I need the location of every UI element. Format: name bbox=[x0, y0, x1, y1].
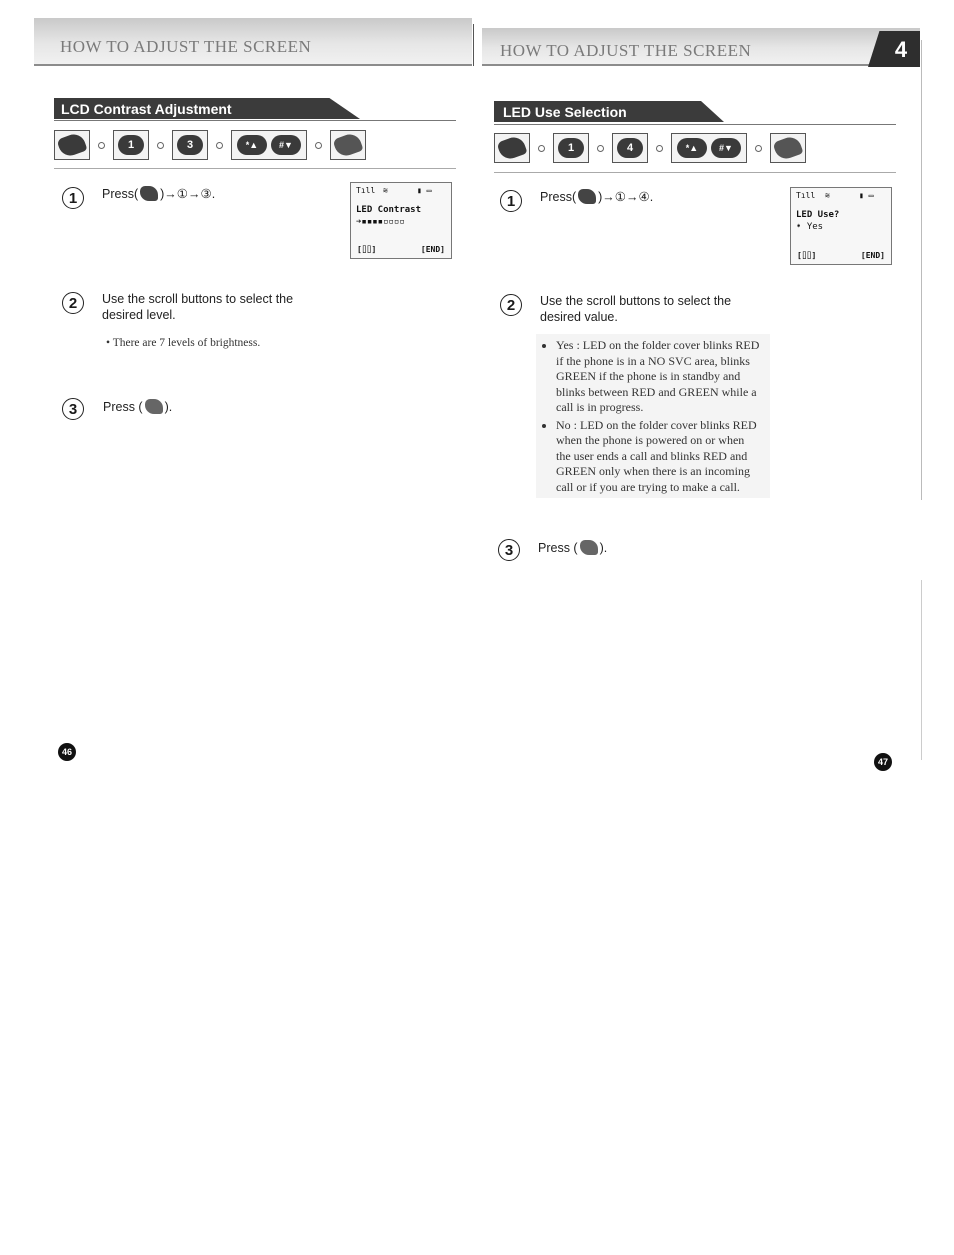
left-step-2-note: • There are 7 levels of brightness. bbox=[106, 337, 261, 349]
led-use-screen bbox=[790, 187, 892, 265]
chapter-number: 4 bbox=[894, 37, 908, 62]
menu-key-icon bbox=[578, 189, 596, 204]
note-yes: • Yes : LED on the folder cover blinks RED if the phone is in a NO SVC area, blinks GREEN if the phone is in standby and blinks between RED and GREEN while a call is in progress. bbox=[556, 338, 760, 416]
scan-edge bbox=[921, 40, 922, 500]
led-use-section-title: LED Use Selection bbox=[503, 104, 627, 120]
sequence-separator bbox=[157, 142, 164, 149]
left-step-3-number: 3 bbox=[62, 398, 84, 420]
scroll-keys bbox=[231, 130, 307, 160]
note-no: • No : LED on the folder cover blinks RED when the phone is powered on or when the user ends a call and blinks RED and GREEN only when there is an incoming call or if you are trying to make a call. bbox=[556, 418, 760, 496]
star-up-key-icon: *▲ bbox=[677, 138, 707, 158]
sequence-separator bbox=[597, 145, 604, 152]
ok-key-icon bbox=[332, 131, 363, 159]
left-step-1-number: 1 bbox=[62, 187, 84, 209]
right-page-number: 47 bbox=[874, 753, 892, 771]
left-step-2-number: 2 bbox=[62, 292, 84, 314]
section-rule bbox=[494, 124, 896, 125]
scroll-keys bbox=[671, 133, 747, 163]
sequence-separator bbox=[538, 145, 545, 152]
signal-icon: Tıll bbox=[796, 191, 816, 200]
menu-key-icon bbox=[56, 131, 87, 159]
right-page-header-title: HOW TO ADJUST THE SCREEN bbox=[500, 41, 752, 60]
three-key bbox=[172, 130, 208, 160]
one-key bbox=[553, 133, 589, 163]
scan-edge bbox=[921, 580, 922, 760]
lcd-line-1: LED Use? bbox=[796, 210, 840, 220]
lcd-soft-right: [END] bbox=[420, 245, 445, 254]
three-key-icon: 3 bbox=[177, 135, 203, 155]
lcd-contrast-section-title: LCD Contrast Adjustment bbox=[61, 101, 232, 117]
sequence-separator bbox=[755, 145, 762, 152]
one-key-icon: 1 bbox=[558, 138, 584, 158]
sequence-separator bbox=[98, 142, 105, 149]
star-up-key-icon: *▲ bbox=[237, 135, 267, 155]
four-key-icon: 4 bbox=[617, 138, 643, 158]
right-step-2-number: 2 bbox=[500, 294, 522, 316]
lcd-line-1: LED Contrast bbox=[356, 205, 422, 215]
right-step-2-notes bbox=[536, 334, 770, 498]
four-key bbox=[612, 133, 648, 163]
lcd-selected-value: ➧ Yes bbox=[796, 222, 824, 232]
menu-key bbox=[494, 133, 530, 163]
page-divider bbox=[473, 24, 474, 66]
battery-icon: ▮ ▭ bbox=[859, 191, 874, 200]
alert-icon: ≋ bbox=[825, 191, 830, 200]
signal-icon: Tıll bbox=[356, 186, 376, 195]
menu-key bbox=[54, 130, 90, 160]
section-rule-bottom bbox=[494, 172, 896, 173]
sequence-separator bbox=[216, 142, 223, 149]
left-page-number: 46 bbox=[58, 743, 76, 761]
hash-down-key-icon: #▼ bbox=[711, 138, 741, 158]
sequence-separator bbox=[315, 142, 322, 149]
left-step-1-text: Press( )→①→③. bbox=[102, 187, 216, 201]
left-step-2-text: Use the scroll buttons to select the desired level. bbox=[102, 292, 294, 322]
right-step-1-text: Press( )→①→④. bbox=[540, 190, 654, 204]
menu-key-icon bbox=[140, 186, 158, 201]
lcd-contrast-key-sequence bbox=[54, 130, 366, 160]
ok-key-icon bbox=[580, 540, 598, 555]
battery-icon: ▮ ▭ bbox=[417, 186, 432, 195]
left-page-header-title: HOW TO ADJUST THE SCREEN bbox=[60, 37, 312, 56]
menu-key-icon bbox=[496, 134, 527, 162]
right-step-2-text: Use the scroll buttons to select the desired value. bbox=[540, 294, 732, 324]
lcd-contrast-level: ➔▪▪▪▪▫▫▫▫ bbox=[356, 217, 405, 227]
one-key-icon: 1 bbox=[118, 135, 144, 155]
section-rule bbox=[54, 120, 456, 121]
hash-down-key-icon: #▼ bbox=[271, 135, 301, 155]
sequence-separator bbox=[656, 145, 663, 152]
lcd-contrast-screen bbox=[350, 182, 452, 259]
ok-key-icon bbox=[145, 399, 163, 414]
right-step-1-number: 1 bbox=[500, 190, 522, 212]
lcd-soft-left: [⌷⌷] bbox=[797, 251, 817, 260]
lcd-soft-left: [⌷⌷] bbox=[357, 245, 377, 254]
right-step-3-number: 3 bbox=[498, 539, 520, 561]
ok-key bbox=[770, 133, 806, 163]
lcd-soft-right: [END] bbox=[860, 251, 885, 260]
alert-icon: ≋ bbox=[383, 186, 388, 195]
right-step-3-text: Press ( ). bbox=[538, 541, 608, 555]
section-rule-bottom bbox=[54, 168, 456, 169]
ok-key-icon bbox=[772, 134, 803, 162]
one-key bbox=[113, 130, 149, 160]
ok-key bbox=[330, 130, 366, 160]
led-use-key-sequence bbox=[494, 133, 806, 163]
left-step-3-text: Press ( ). bbox=[103, 400, 173, 414]
